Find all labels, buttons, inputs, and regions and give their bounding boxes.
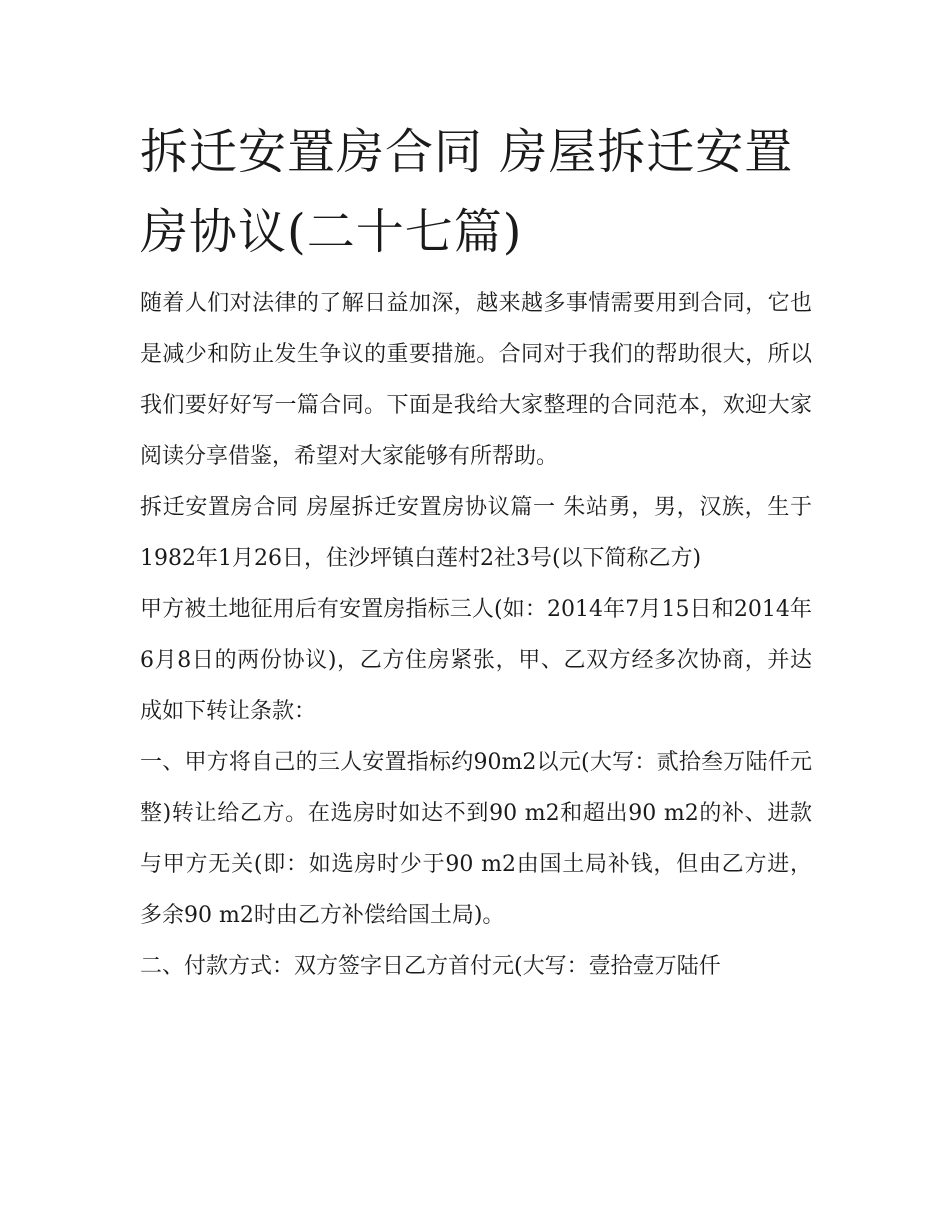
party-b-paragraph: 拆迁安置房合同 房屋拆迁安置房协议篇一 朱站勇，男，汉族，生于1982年1月26日，住沙坪镇白莲村2社3号(以下简称乙方) [140, 495, 812, 571]
intro-paragraph: 随着人们对法律的了解日益加深，越来越多事情需要用到合同，它也是减少和防止发生争议的重要措施。合同对于我们的帮助很大，所以我们要好好写一篇合同。下面是我给大家整理的合同范本，欢迎大家阅读分享借鉴，希望对大家能够有所帮助。 [140, 291, 812, 469]
document-title: 拆迁安置房合同 房屋拆迁安置房协议(二十七篇) [140, 124, 794, 260]
document-page [140, 112, 812, 992]
background-paragraph: 甲方被土地征用后有安置房指标三人(如：2014年7月15日和2014年6月8日的两份协议)，乙方住房紧张，甲、乙双方经多次协商，并达成如下转让条款： [140, 597, 812, 724]
clause-two-paragraph: 二、付款方式：双方签字日乙方首付元(大写：壹拾壹万陆仟 [140, 954, 721, 979]
clause-one-paragraph: 一、甲方将自己的三人安置指标约90m2以元(大写：贰拾叁万陆仟元整)转让给乙方。在选房时如达不到90 m2和超出90 m2的补、进款与甲方无关(即：如选房时少于90 m2由国土局补钱，但由乙方进，多余90 m2时由乙方补偿给国土局)。 [140, 750, 812, 928]
